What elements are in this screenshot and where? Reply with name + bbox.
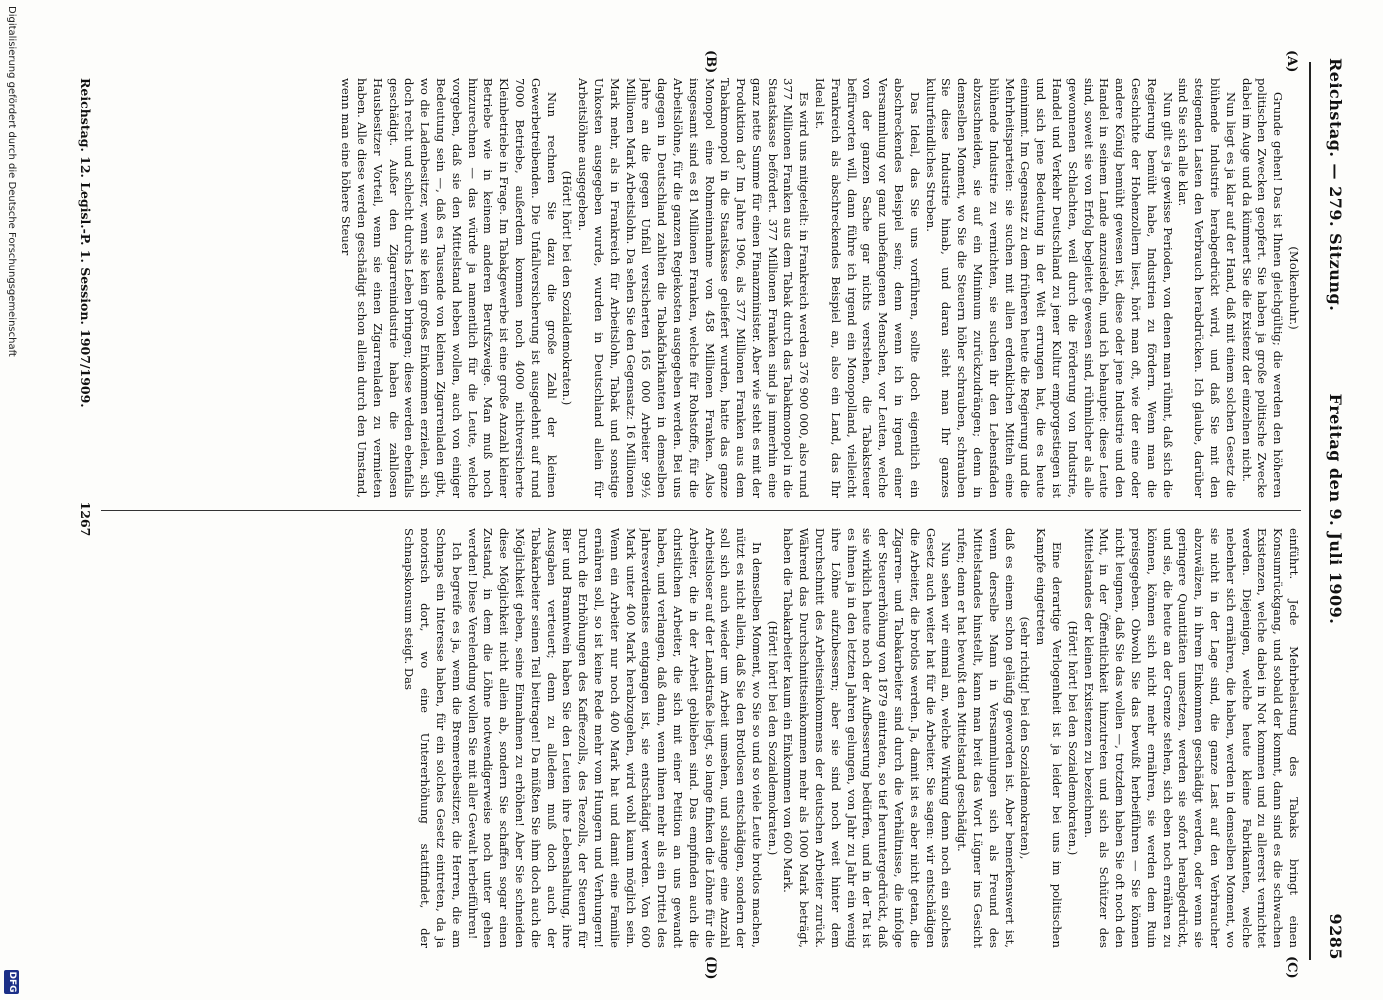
paragraph: Nun gilt es ja gewisse Perioden, von denen man rühmt, daß sich die Regierung bemüht habe, Industrien zu fördern. Wenn man die Geschichte der Hohenzollern liest, hört man oft, wie der eine oder andere König bemüht gewesen ist, diese oder jene Industrie und den Handel in seinem Lande anzusiedeln, und ich behaupte: diese Leute sind, soweit sie von Erfolg begleitet gewesen sind, rühmlicher als alle gewonnenen Schlachten, weil durch die Förderung von Industrie, Handel und Verkehr Deutschland zu jener Kultur emporgestiegen ist und sich jene Bedeutung in der Welt errungen hat, die es heute einnimmt. Im Gegensatz zu dem früheren heute die Regierung und die Mehrheitsparteien: sie suchen mit allen erdenklichen Mitteln eine blühende Industrie zu vernichten, sie suchen ihr den Lebensfaden abzuschneiden, sie auf ein Minimum zurückzudrängen; denn in demselben Moment, wo Sie die Steuern höher schrauben, schrauben Sie diese Industrie hinab, und daran sieht man Ihr ganzes kulturfeindliches Streben. bbox=[923, 78, 1175, 498]
paragraph: Nun rechnen Sie dazu die große Zahl der kleinen Gewerbetreibenden. Die Unfallversicherung ist ausgedehnt auf rund 7000 Betriebe, außerdem kommen noch 4000 nichtversicherte Kleinbetriebe in Frage. Im Tabakgewerbe ist eine große Anzahl kleiner Betriebe wie in keinem anderen Berufszweige. Man muß noch hinzurechnen — das würde ja namentlich für die Leute, welche vorgeben, daß sie den Mittelstand heben wollen, auch von einiger Bedeutung sein —, daß es Tausende von kleinen Zigarrenladen gibt, wo die Ladenbesitzer, wenn sie kein großes Einkommen erzielen, sich doch recht und schlecht durchs Leben bringen; diese werden ebenfalls geschädigt. Außer den Zigarrenindustrie haben die zahllosen Hausbesitzer Vorteil, wenn sie einen Zigarrenladen zu vermieten haben. Alle diese werden geschädigt schon allein durch den Umstand, wenn man eine höhere Steuer bbox=[339, 78, 559, 498]
footer-session: Reichstag. 12. Legisl.-P. 1. Session. 1907/1909. bbox=[78, 78, 93, 408]
paragraph: Eine derartige Verlogenheit ist ja leider bei uns im politischen Kampfe eingetreten bbox=[1034, 528, 1065, 948]
digitization-strip bbox=[1, 0, 21, 1000]
interjection: (sehr richtig! bei den Sozialdemokraten), bbox=[1018, 616, 1033, 860]
paragraph: Ich begreife es ja, wenn die Bremereibesitzer, die Herren, die am Schnaps ein Interesse haben, für ein solches Gesetz eintreten, da ja notorisch dort, wo eine Untererhöhung stattfindet, der Schnapskonsum steigt. Das bbox=[402, 528, 464, 948]
paragraph: In demselben Moment, wo Sie so und so viele Leute brotlos machen, nützt es nicht allein, daß Sie den Brotlosen entschädigen, sondern der soll sich auch wieder um Arbeit umsehen, und solange eine Anzahl Arbeitsloser auf der Landstraße liegt, so lange finken die Löhne für die Arbeiter, die in der Arbeit geblieben sind. Das empfinden auch die christlichen Arbeiter, die sich mit einer Petition an uns gewandt haben, und verlangen, daß dann, wenn ihnen mehr als ein Drittel des Jahresverdienstes entgangen ist, sie entschädigt werden. Von 600 Mark unter 400 Mark herabzugehen, wird wohl kaum möglich sein. Wenn ein Arbeiter nur noch 400 Mark hat und damit eine Familie ernähren soll, so ist keine Rede mehr vom Hungern und Verhungern! Durch die Erhöhungen des Kaffeezolls, des Teezolls, der Steuern für Bier und Branntwein haben Sie den Leuten ihre Lebenshaltung, ihre Ausgaben verteuert; denn zu alledem muß doch auch der Tabakarbeiter seinen Teil beitragen! Da müßten Sie ihm doch auch die Möglichkeit geben, seine Einnahmen zu erhöhen! Aber Sie schneiden diese Möglichkeit nicht allein ab, sondern Sie schaffen sogar einen Zustand, in dem die Löhne notwendigerweise noch unter gehen werden! Diese Verelendung wollen Sie mit aller Gewalt herbeiführen! bbox=[465, 528, 764, 948]
header-center: Freitag den 9. Juli 1909. bbox=[1326, 393, 1345, 625]
margin-marker-c: (C) bbox=[1284, 956, 1299, 979]
text-column-left bbox=[101, 78, 1301, 498]
header-rule bbox=[1309, 62, 1311, 960]
paragraph: Nun liegt es ja klar auf der Hand, daß mit einem solchen Gesetz die blühende Industrie herabgedrückt wird, und daß Sie mit den steigenden Lasten den Verbrauch herabdrücken. Ich glaube, darüber sind Sie sich alle klar. bbox=[1176, 78, 1238, 498]
paragraph: Grunde gehen! Das ist Ihnen gleichgültig; die werden den höheren politischen Zwecken geopfert. Sie haben ja große politische Zwecke dabei im Auge und da kümmert Sie die Existenz der einzelnen nicht. bbox=[1239, 78, 1286, 498]
paragraph: einführt. Jede Mehrbelastung des Tabaks bringt einen Konsumrückgang, und sobald der kommt, dann sind es die schwachen Existenzen, welche dabei in Not kommen und zu allererst vernichtet werden. Diejenigen, welche heute kleine Fabrikanten, welche nebenher sich ernähren, die haben, werden in demselben Moment, wo sie nicht in der Lage sind, die ganze Last auf den Verbraucher abzuwälzen, in ihrem Einkommen geschädigt werden, oder wenn sie geringere Quantitäten umsetzen, werden sie sofort herabgedrückt, und sie, die heute an der Grenze stehen, sich eben noch ernähren zu können, können sich nicht mehr ernähren, sie werden dem Ruin preisgegeben. Obwohl Sie das bewußt herbeiführen — Sie können nicht leugnen, daß Sie das wollen —, trotzdem haben Sie oft noch den Mut, in der Öffentlichkeit hinzutreten und sich als Schützer des Mittelstandes der kleinen Existenzen zu bezeichnen. bbox=[1081, 528, 1301, 948]
interjection: (Molkenbuhr.) bbox=[1287, 246, 1301, 330]
paragraph: Das Ideal, das Sie uns vorführen, sollte doch eigentlich ein abschreckendes Beispiel sein; denn wenn ich in irgend einer Versammlung vor ganz unbefangenen Menschen, vor Leuten, welche von der ganzen Sache gar nichts verstehen, die Tabaksteuer befürworten will, dann führe ich irgend ein Monopolland, vielleicht Frankreich als abschreckendes Beispiel an, also ein Land, das Ihr Ideal ist. bbox=[813, 78, 922, 498]
text-column-right bbox=[101, 528, 1301, 948]
margin-marker-d: (D) bbox=[703, 956, 718, 980]
digitization-notice: Digitalisierung gefördert durch die Deutsche Forschungsgemeinschaft bbox=[6, 6, 17, 357]
paragraph: Nun sehen wir einmal an, welche Wirkung denn noch ein solches Gesetz auch weiter hat für die Arbeiter. Sie sagen: wir entschädigen die Arbeiter, die brotlos werden. Ja, damit ist es aber nicht getan, die Zigarren- und Tabakarbeiter sind durch die Verhältnisse, die infolge der Steuererhöhung von 1879 eintraten, so tief heruntergedrückt, daß sie wirklich heute noch der Aufbesserung bedürfen, und in der Tat ist es ihnen ja in den letzten Jahren gelungen, von Jahr zu Jahr ein wenig ihre Löhne aufzubessern; aber sie sind noch weit hinter dem Durchschnitt des Arbeitseinkommens der deutschen Arbeiter zurück. Während das Durchschnittseinkommen mehr als 1000 Mark beträgt, haben die Tabakarbeiter kaum ein Einkommen von 600 Mark. bbox=[781, 528, 954, 948]
page-header bbox=[1317, 58, 1345, 960]
interjection: (Hört! hört! bei den Sozialdemokraten.) bbox=[765, 620, 780, 856]
paragraph: Es wird uns mitgeteilt: in Frankreich werden 376 900 000, also rund 377 Millionen Franken aus dem Tabak durch das Tabakmonopol in die Staatskasse befördert. 377 Millionen Franken sind ja immerhin eine ganz nette Summe für einen Finanzminister. Aber wie steht es mit der Produktion da? Im Jahre 1906, als 377 Millionen Franken aus dem Tabakmonopol in die Staatskasse geliefert wurden, hatte das ganze Monopol eine Rohmeinnahme von 458 Millionen Franken. Also insgesamt sind es 81 Millionen Franken, welche für Rohstoffe, für die Arbeitslöhne, für die ganzen Regiekosten ausgegeben werden. Bei uns dagegen in Deutschland zahlten die Tabakfabrikanten in demselben Jahre an die gegen Unfall versicherten 165 000 Arbeiter 99½ Millionen Mark Arbeitslohn. Da sehen Sie den Gegensatz: 16 Millionen Mark mehr, als in Frankreich für Arbeitslohn, Tabak und sonstige Unkosten ausgegeben wurde, wurden in Deutschland allein für Arbeitslöhne ausgegeben. bbox=[576, 78, 812, 498]
interjection: (Hört! hört! bei den Sozialdemokraten.) bbox=[560, 170, 575, 406]
page-footer bbox=[71, 78, 93, 960]
column-divider bbox=[101, 510, 1301, 511]
header-left: Reichstag. — 279. Sitzung. bbox=[1326, 58, 1345, 312]
dfg-logo: DFG bbox=[4, 970, 19, 994]
interjection: (Hört! hört! bei den Sozialdemokraten.) bbox=[1065, 620, 1080, 856]
margin-marker-b: (B) bbox=[703, 50, 718, 74]
header-page-number: 9285 bbox=[1326, 913, 1345, 960]
margin-marker-a: (A) bbox=[1284, 50, 1299, 73]
paragraph: daß es einem schon geläufig geworden ist. Aber bemerkenswert ist, wenn derselbe Mann in Versammlungen sich als Freund des Mittelstandes hinstellt, kann man breit das Wort Lügner ins Gesicht rufen; denn er hat bewußt den Mittelstand geschädigt. bbox=[955, 528, 1017, 948]
footer-page-number: 1267 bbox=[78, 501, 93, 537]
